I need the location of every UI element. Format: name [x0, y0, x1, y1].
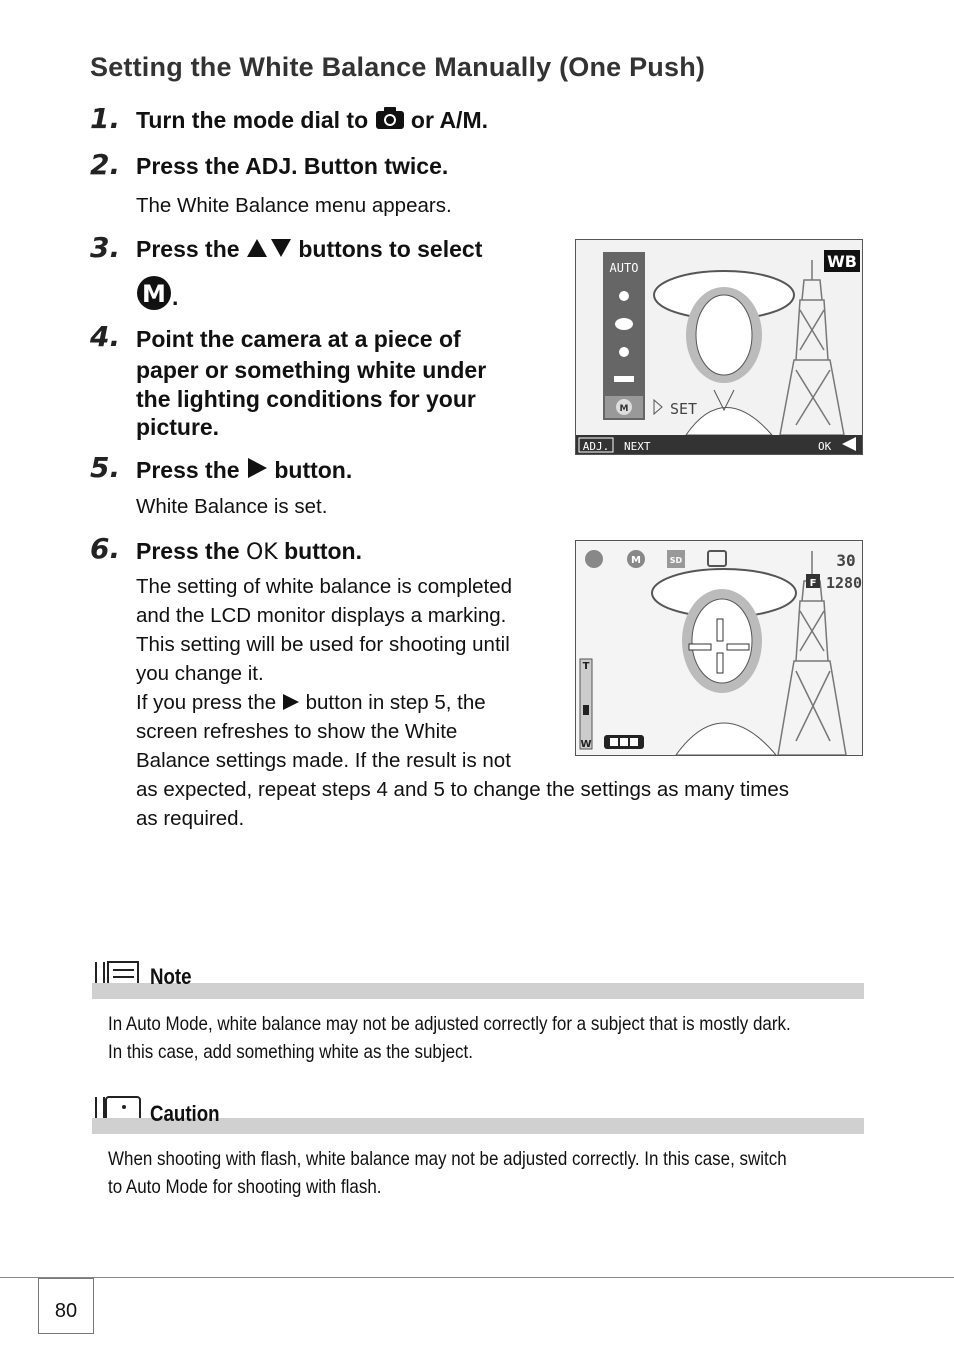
step-4-line: Point the camera at a piece of — [136, 326, 461, 352]
adj-label: ADJ. — [582, 440, 610, 453]
step-text: Press the — [136, 236, 240, 262]
step-number: 3. — [90, 231, 121, 264]
step-6-body-line: as required. — [136, 807, 245, 830]
ok-label: OK — [245, 540, 278, 565]
m-circle-icon — [136, 275, 172, 318]
caution-text: When shooting with flash, white balance may not be adjusted correctly. In this case, switch to Auto Mode for shooting with flash. — [108, 1148, 787, 1198]
right-triangle-icon — [246, 456, 268, 486]
page-title: Setting the White Balance Manually (One Push) — [90, 52, 706, 82]
m-indicator: M — [631, 555, 641, 566]
sd-indicator: SD — [669, 556, 683, 565]
shooting-illustration — [576, 541, 862, 755]
next-label: NEXT — [624, 440, 651, 453]
footer-rule — [0, 1277, 954, 1278]
wb-badge: WB — [827, 252, 857, 271]
step-6-body-line: you change it. — [136, 662, 264, 685]
set-label: SET — [670, 400, 698, 418]
step-2-text: Press the ADJ. Button twice. — [136, 153, 449, 179]
svg-text:M: M — [619, 404, 629, 414]
lcd-screenshot-wb-menu — [575, 239, 863, 455]
step-6-body-line: The setting of white balance is completed — [136, 575, 513, 598]
body-text: button in step 5, the — [305, 691, 486, 714]
step-6-body-line: as expected, repeat steps 4 and 5 to change the settings as many times — [136, 778, 789, 801]
step-number: 4. — [90, 320, 121, 353]
step-1-text — [136, 105, 488, 137]
ok-label: OK — [818, 440, 832, 453]
step-6-body-line: Balance settings made. If the result is not — [136, 749, 511, 772]
step-text: button. — [284, 538, 362, 564]
right-triangle-icon — [282, 690, 300, 719]
body-text: If you press the — [136, 691, 277, 714]
step-text: button. — [274, 457, 353, 483]
image-size: 1280 — [825, 574, 862, 592]
step-number: 2. — [90, 148, 121, 181]
step-text: Turn the mode dial to — [136, 107, 369, 133]
step-3-text — [136, 234, 482, 265]
step-text: . — [172, 284, 179, 310]
step-2-body: The White Balance menu appears. — [136, 194, 452, 217]
step-6-text — [136, 536, 362, 568]
zoom-t: T — [582, 661, 590, 672]
step-6-body-line: and the LCD monitor displays a marking. — [136, 604, 507, 627]
note-bar — [92, 983, 864, 999]
step-4-line: picture. — [136, 414, 220, 440]
step-4-line: paper or something white under — [136, 357, 487, 383]
step-5-text — [136, 455, 352, 486]
step-number: 5. — [90, 451, 121, 484]
step-6-body-line — [136, 688, 486, 719]
wb-menu-illustration — [576, 240, 862, 454]
step-text: Press the — [136, 538, 240, 564]
f-indicator: F — [809, 578, 817, 589]
page-number: 80 — [38, 1278, 94, 1334]
step-4-line: the lighting conditions for your — [136, 386, 476, 412]
up-down-triangles-icon — [246, 235, 292, 265]
menu-auto: AUTO — [609, 261, 639, 275]
step-3-icon-line — [136, 275, 178, 318]
step-5-body: White Balance is set. — [136, 495, 328, 518]
note-label: Note — [150, 964, 192, 989]
step-6-body-line: This setting will be used for shooting until — [136, 633, 510, 656]
step-6-body-line: screen refreshes to show the White — [136, 720, 458, 743]
step-text: or A/M. — [410, 107, 488, 133]
note-text: In Auto Mode, white balance may not be adjusted correctly for a subject that is mostly dark. In this case, add something white as the subject. — [108, 1013, 791, 1063]
camera-icon — [375, 106, 405, 137]
lcd-screenshot-shooting — [575, 540, 863, 756]
step-number: 6. — [90, 532, 121, 565]
caution-label: Caution — [150, 1101, 220, 1126]
step-text: buttons to select — [298, 236, 483, 262]
svg-text:M: M — [142, 280, 166, 308]
zoom-w: W — [580, 739, 592, 750]
shot-count: 30 — [836, 551, 856, 570]
step-number: 1. — [90, 102, 121, 135]
step-text: Press the — [136, 457, 240, 483]
